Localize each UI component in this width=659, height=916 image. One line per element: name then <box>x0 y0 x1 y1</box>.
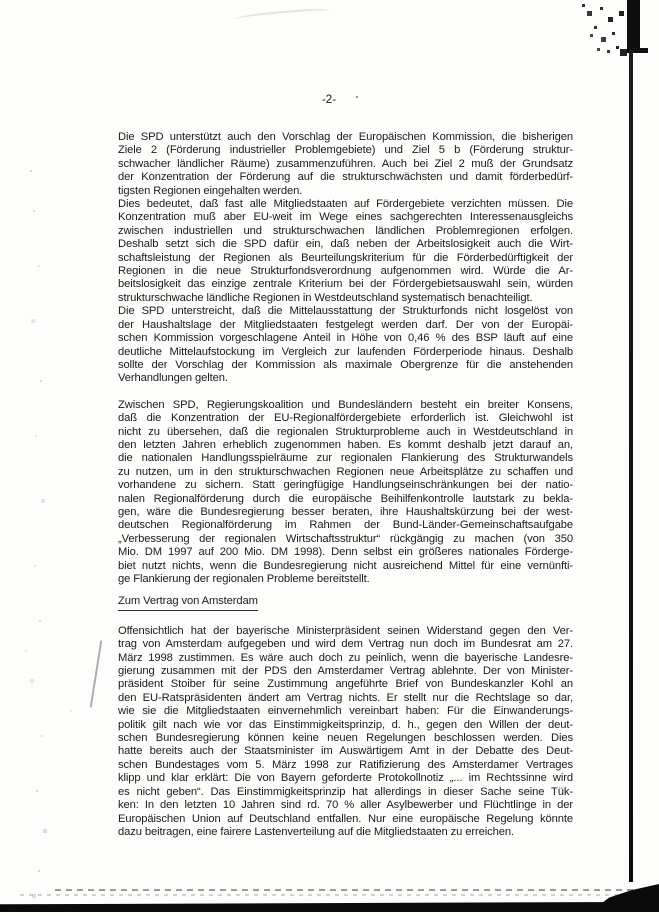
paragraph-concentration-criteria <box>118 198 573 305</box>
section-heading-text: Zum Vertrag von Amsterdam <box>118 595 258 610</box>
text-line: der Haushaltslage der Mitgliedstaaten festgelegt werden darf. Der von der Europäi- <box>118 318 573 331</box>
text-line: nalen Regionalförderung durch die europäische Beihilfenkontrolle lautstark zu bekla- <box>118 492 573 505</box>
text-line: „Verbesserung der regionalen Wirtschaftsstruktur“ rückgängig zu machen (von 350 <box>118 532 573 545</box>
text-line: strukturschwache ländliche Regionen in Westdeutschland systematisch benachteiligt. <box>118 291 533 304</box>
text-line: klipp und klar erklärt: Die von Bayern geforderte Protokollnotiz „... im Rechtssinne wird <box>118 772 573 785</box>
text-line: Dies bedeutet, daß fast alle Mitgliedstaaten auf Fördergebiete verzichten müssen. Die <box>118 198 573 211</box>
scan-artifact-bottom-band <box>0 901 659 912</box>
text-line: gen, wäre die Bundesregierung besser beraten, ihre Haushaltskürzung bei der west- <box>118 505 573 518</box>
text-line: dazu beitragen, eine fairere Lastenverteilung auf die Mitgliedstaaten zu erreichen. <box>118 825 514 838</box>
text-line: daß die Konzentration der EU-Regionalfördergebiete erforderlich ist. Gleichwohl ist <box>118 412 573 425</box>
text-line: schen Bundestages vom 5. März 1998 zur Ratifizierung des Amsterdamer Vertrages <box>118 758 573 771</box>
text-line: biet nutzt nichts, wenn die Bundesregierung nicht ausreichend Mittel für eine vernünfti- <box>118 559 573 572</box>
text-line: zwischen industriellen und strukturschwachen ländlichen Problemregionen erfolgen. <box>118 224 573 237</box>
text-line: der Konzentration der Förderung auf die strukturschwächsten und damit förderbedürf- <box>118 171 573 184</box>
text-line: schwacher ländlicher Räume) zusammenzuführen. Auch bei Ziel 2 muß der Grundsatz <box>118 157 573 170</box>
text-line: tigsten Regionen eingehalten werden. <box>118 184 303 197</box>
text-line: Regionen in die neue Strukturfondsverordnung aufgenommen wird. Würde die Ar- <box>118 265 573 278</box>
text-line: deutliche Mittelaufstockung im Vergleich zur laufenden Förderperiode hinaus. Deshalb <box>118 345 573 358</box>
text-line: gierung zusammen mit der PDS den Amsterdamer Vertrag ablehnte. Der von Minister- <box>118 665 573 678</box>
text-line: ken: In den letzten 10 Jahren sind rd. 70 % aller Asylbewerber und Flüchtlinge in der <box>118 799 573 812</box>
scan-artifact-dotted-line <box>55 889 640 891</box>
text-line: schen Bundesregierung können keine neuen Regelungen beschlossen werden. Dies <box>118 732 573 745</box>
text-line: Deshalb setzt sich die SPD dafür ein, daß neben der Arbeitslosigkeit auch die Wirt- <box>118 238 573 251</box>
text-line: den EU-Ratspräsidenten ändert am Vertrag nichts. Er stellt nur die Rechtslage so dar, <box>118 691 573 704</box>
text-line: Ziele 2 (Förderung industrieller Problemgebiete) und Ziel 5 b (Förderung struktur- <box>118 144 573 157</box>
text-line: März 1998 zustimmen. Es wäre auch doch zu peinlich, wenn die bayerische Landesre- <box>118 651 573 664</box>
scan-artifact-left-scratch <box>90 640 103 707</box>
text-line: deutschen Regionalförderung im Rahmen der Bund-Länder-Gemeinschaftsaufgabe <box>118 519 573 532</box>
scan-artifact-dotted-line-faint <box>20 894 640 896</box>
text-line: Verhandlungen gelten. <box>118 372 228 385</box>
text-line: trag von Amsterdam aufgegeben und wird dem Vertrag nun doch im Bundesrat am 27. <box>118 638 573 651</box>
text-line: wie sie die Mitgliedstaaten einvernehmlich vereinbart haben: Für die Einwanderungs- <box>118 705 573 718</box>
scan-artifact-bottom-right-wedge <box>598 884 659 906</box>
text-line: Offensichtlich hat der bayerische Ministerpräsident seinen Widerstand gegen den Ver- <box>118 624 573 637</box>
scan-artifact-top-right-specks <box>582 4 585 7</box>
scan-artifact-left-specks <box>30 170 32 172</box>
paragraph-regional-funding-consensus <box>118 399 573 587</box>
scan-artifact-top-right-bar <box>627 0 640 53</box>
section-heading-amsterdam-treaty <box>118 595 573 610</box>
text-line: hatte bereits auch der Staatsminister im Auswärtigem Amt in der Debatte des Deut- <box>118 745 573 758</box>
text-line: die nationalen Handlungsspielräume zur regionalen Flankierung des Strukturwandels <box>118 452 573 465</box>
text-line: vorhandene zu sichern. Statt geringfügige Handlungseinschränkungen bei der natio- <box>118 479 573 492</box>
text-line: zu nutzen, um in den strukturschwachen Regionen neue Arbeitsplätze zu schaffen und <box>118 465 573 478</box>
text-line: Die SPD unterstreicht, daß die Mittelausstattung der Strukturfonds nicht losgelöst von <box>118 305 573 318</box>
paragraph-structural-funds-proposal <box>118 131 573 198</box>
text-line: schen Kommission vorgeschlagene Anteil in Höhe von 0,46 % des BSP läuft auf eine <box>118 332 573 345</box>
text-line: Mio. DM 1997 auf 200 Mio. DM 1998). Denn selbst ein größeres nationales Förderge- <box>118 546 573 559</box>
text-line: Die SPD unterstützt auch den Vorschlag der Europäischen Kommission, die bisherigen <box>118 131 573 143</box>
page-number: -2- <box>321 94 337 106</box>
text-line: nicht zu übersehen, daß die regionalen Strukturprobleme auch in Westdeutschland in <box>118 425 573 438</box>
text-line: präsident Stoiber für seine Zustimmung angeführte Brief von Bundeskanzler Kohl an <box>118 678 573 691</box>
text-line: es nicht geben“. Das Einstimmigkeitsprinzip hat allerdings in dieser Sache seine Tük- <box>118 785 573 798</box>
text-line: politik gilt nach wie vor das Einstimmigkeitsprinzip, d. h., gegen den Willen der deut- <box>118 718 573 731</box>
text-line: sollte der Vorschlag der Kommission als maximale Obergrenze für die anstehenden <box>118 358 573 371</box>
text-line: den letzten Jahren erheblich zugenommen haben. Es kommt deshalb jetzt darauf an, <box>118 438 573 451</box>
text-line: Zwischen SPD, Regierungskoalition und Bundesländern besteht ein breiter Konsens, <box>118 398 573 411</box>
text-line: beitslosigkeit das einzige zentrale Kriterium bei der Fördergebietsauswahl sein, würden <box>118 278 573 291</box>
paragraph-budget-ceiling <box>118 305 573 385</box>
text-line: schaftsleistung der Regionen als Beurteilungskriterium für die Förderbedürftigkeit der <box>118 251 573 264</box>
document-body <box>118 131 573 839</box>
scan-artifact-top-smear <box>235 7 330 23</box>
scan-artifact-right-edge-line <box>629 50 633 882</box>
text-line: Konzentration muß aber EU-weit im Wege eines sachgerechten Interessenausgleichs <box>118 211 573 224</box>
text-line: Europäischen Union auf Deutschland entfallen. Nur eine europäische Regelung könnte <box>118 812 573 825</box>
scan-artifact-top-right-tick <box>629 48 648 53</box>
text-line: ge Flankierung der regionalen Probleme bereitstellt. <box>118 573 370 585</box>
paragraph-amsterdam-treaty <box>118 625 573 840</box>
